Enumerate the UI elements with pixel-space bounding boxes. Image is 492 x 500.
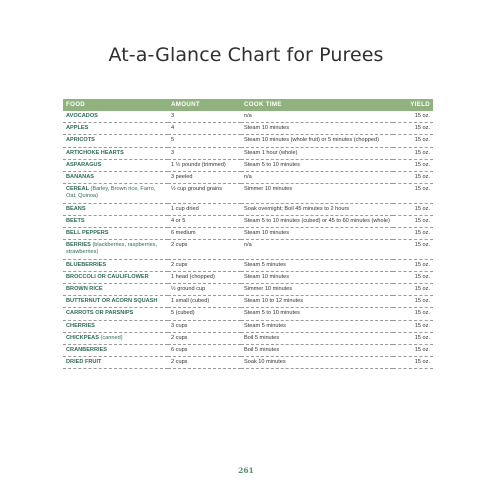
food-name: CARROTS OR PARSNIPS (66, 310, 134, 317)
yield-cell: 15 oz. (393, 228, 433, 240)
header-food: FOOD (63, 99, 168, 111)
page-number: 261 (238, 466, 254, 475)
cook-time-cell: Steam 10 to 12 minutes (241, 296, 393, 308)
cook-time-cell: n/a (241, 172, 393, 184)
table-header-row (63, 99, 433, 111)
food-cell (63, 259, 168, 271)
amount-cell: 5 (cubed) (168, 308, 241, 320)
table-row (63, 284, 433, 296)
amount-cell: 3 peeled (168, 172, 241, 184)
yield-cell: 15 oz. (393, 332, 433, 344)
food-name: AVOCADOS (66, 113, 98, 119)
food-name: BLUEBERRIES (66, 261, 107, 268)
table-row (63, 357, 433, 369)
table-row (63, 159, 433, 171)
food-cell (63, 271, 168, 283)
yield-cell: 15 oz. (393, 296, 433, 308)
header-yield: YIELD (393, 99, 433, 111)
food-name: CHERRIES (66, 322, 95, 329)
amount-cell: 1 small (cubed) (168, 296, 241, 308)
yield-cell: 15 oz. (393, 320, 433, 332)
yield-cell: 15 oz. (393, 271, 433, 283)
yield-cell: 15 oz. (393, 308, 433, 320)
header-cook-time: COOK TIME (241, 99, 393, 111)
puree-chart-table (63, 99, 433, 369)
cook-time-cell: Steam 10 minutes (241, 123, 393, 135)
cook-time-cell: Steam 5 to 10 minutes (241, 308, 393, 320)
yield-cell: 15 oz. (393, 357, 433, 369)
table-row (63, 271, 433, 283)
cook-time-cell: Steam 5 minutes (241, 259, 393, 271)
amount-cell: 5 (168, 135, 241, 147)
table-body (63, 111, 433, 369)
food-note: (blackberries, raspberries, strawberries) (66, 242, 158, 256)
food-cell (63, 332, 168, 344)
food-name: CHICKPEAS (66, 334, 99, 341)
amount-cell: 3 cups (168, 320, 241, 332)
food-note: (canned) (100, 334, 123, 341)
food-name: DRIED FRUIT (66, 359, 102, 366)
food-name: ARTICHOKE HEARTS (66, 149, 124, 156)
table-row (63, 296, 433, 308)
amount-cell: 3 (168, 111, 241, 123)
yield-cell: 15 oz. (393, 215, 433, 227)
cook-time-cell: Steam 10 minutes (241, 271, 393, 283)
cook-time-cell: Boil 5 minutes (241, 345, 393, 357)
food-cell (63, 111, 168, 123)
table-row (63, 345, 433, 357)
yield-cell: 15 oz. (393, 284, 433, 296)
food-cell (63, 228, 168, 240)
page-title: At-a-Glance Chart for Purees (108, 44, 384, 66)
food-name: BELL PEPPERS (66, 230, 109, 237)
cook-time-cell: n/a (241, 111, 393, 123)
cook-time-cell: n/a (241, 240, 393, 259)
food-cell (63, 320, 168, 332)
table-row (63, 172, 433, 184)
yield-cell: 15 oz. (393, 184, 433, 203)
food-cell (63, 296, 168, 308)
food-cell (63, 135, 168, 147)
cook-time-cell: Simmer 10 minutes (241, 184, 393, 203)
food-cell (63, 215, 168, 227)
food-name: BROCCOLI OR CAULIFLOWER (66, 273, 149, 280)
amount-cell: 4 (168, 123, 241, 135)
table-row (63, 259, 433, 271)
table-row (63, 203, 433, 215)
cook-time-cell: Steam 5 to 10 minutes (241, 159, 393, 171)
table-row (63, 240, 433, 259)
cook-time-cell: Simmer 10 minutes (241, 284, 393, 296)
table-row (63, 332, 433, 344)
cook-time-cell: Steam 10 minutes (whole fruit) or 5 minutes (chopped) (241, 135, 393, 147)
yield-cell: 15 oz. (393, 345, 433, 357)
table-row (63, 215, 433, 227)
table-row (63, 184, 433, 203)
cook-time-cell: Steam 1 hour (whole) (241, 147, 393, 159)
food-name: APRICOTS (66, 137, 95, 144)
food-cell (63, 147, 168, 159)
table-row (63, 147, 433, 159)
table-row (63, 320, 433, 332)
yield-cell: 15 oz. (393, 240, 433, 259)
food-name: BEANS (66, 205, 86, 212)
food-name: ASPARAGUS (66, 161, 102, 168)
food-name: APPLES (66, 125, 89, 132)
food-cell (63, 345, 168, 357)
table-row (63, 123, 433, 135)
food-cell (63, 172, 168, 184)
yield-cell: 15 oz. (393, 111, 433, 123)
yield-cell: 15 oz. (393, 123, 433, 135)
food-name: BEETS (66, 217, 85, 224)
cook-time-cell: Steam 5 minutes (241, 320, 393, 332)
yield-cell: 15 oz. (393, 259, 433, 271)
amount-cell: 3 (168, 147, 241, 159)
amount-cell: 6 cups (168, 345, 241, 357)
yield-cell: 15 oz. (393, 147, 433, 159)
food-cell (63, 308, 168, 320)
food-name: BROWN RICE (66, 286, 103, 293)
food-name: BUTTERNUT OR ACORN SQUASH (66, 298, 158, 305)
food-cell (63, 240, 168, 259)
food-cell (63, 184, 168, 203)
amount-cell: 2 cups (168, 240, 241, 259)
amount-cell: 6 medium (168, 228, 241, 240)
yield-cell: 15 oz. (393, 172, 433, 184)
yield-cell: 15 oz. (393, 159, 433, 171)
amount-cell: 2 cups (168, 259, 241, 271)
food-cell (63, 203, 168, 215)
yield-cell: 15 oz. (393, 203, 433, 215)
cook-time-cell: Soak overnight; Boil 45 minutes to 2 hours (241, 203, 393, 215)
amount-cell: ½ cup ground grains (168, 184, 241, 203)
food-cell (63, 159, 168, 171)
cook-time-cell: Steam 10 minutes (241, 228, 393, 240)
food-name: CEREAL (66, 186, 89, 193)
table-row (63, 135, 433, 147)
table-row (63, 111, 433, 123)
cook-time-cell: Steam 5 to 10 minutes (cubed) or 45 to 60 minutes (whole) (241, 215, 393, 227)
amount-cell: ½ ground cup (168, 284, 241, 296)
header-amount: AMOUNT (168, 99, 241, 111)
food-note: (Barley, Brown rice, Farro, Oat, Quinoa) (66, 186, 156, 200)
amount-cell: 1 ½ pounds (trimmed) (168, 159, 241, 171)
amount-cell: 2 cups (168, 357, 241, 369)
food-cell (63, 357, 168, 369)
amount-cell: 1 head (chopped) (168, 271, 241, 283)
yield-cell: 15 oz. (393, 135, 433, 147)
food-cell (63, 123, 168, 135)
cook-time-cell: Boil 5 minutes (241, 332, 393, 344)
food-name: BERRIES (66, 242, 91, 249)
food-name: BANANAS (66, 174, 94, 181)
table-row (63, 228, 433, 240)
table-row (63, 308, 433, 320)
amount-cell: 1 cup dried (168, 203, 241, 215)
food-cell (63, 284, 168, 296)
amount-cell: 4 or 5 (168, 215, 241, 227)
amount-cell: 2 cups (168, 332, 241, 344)
cook-time-cell: Soak 10 minutes (241, 357, 393, 369)
food-name: CRANBERRIES (66, 347, 108, 354)
